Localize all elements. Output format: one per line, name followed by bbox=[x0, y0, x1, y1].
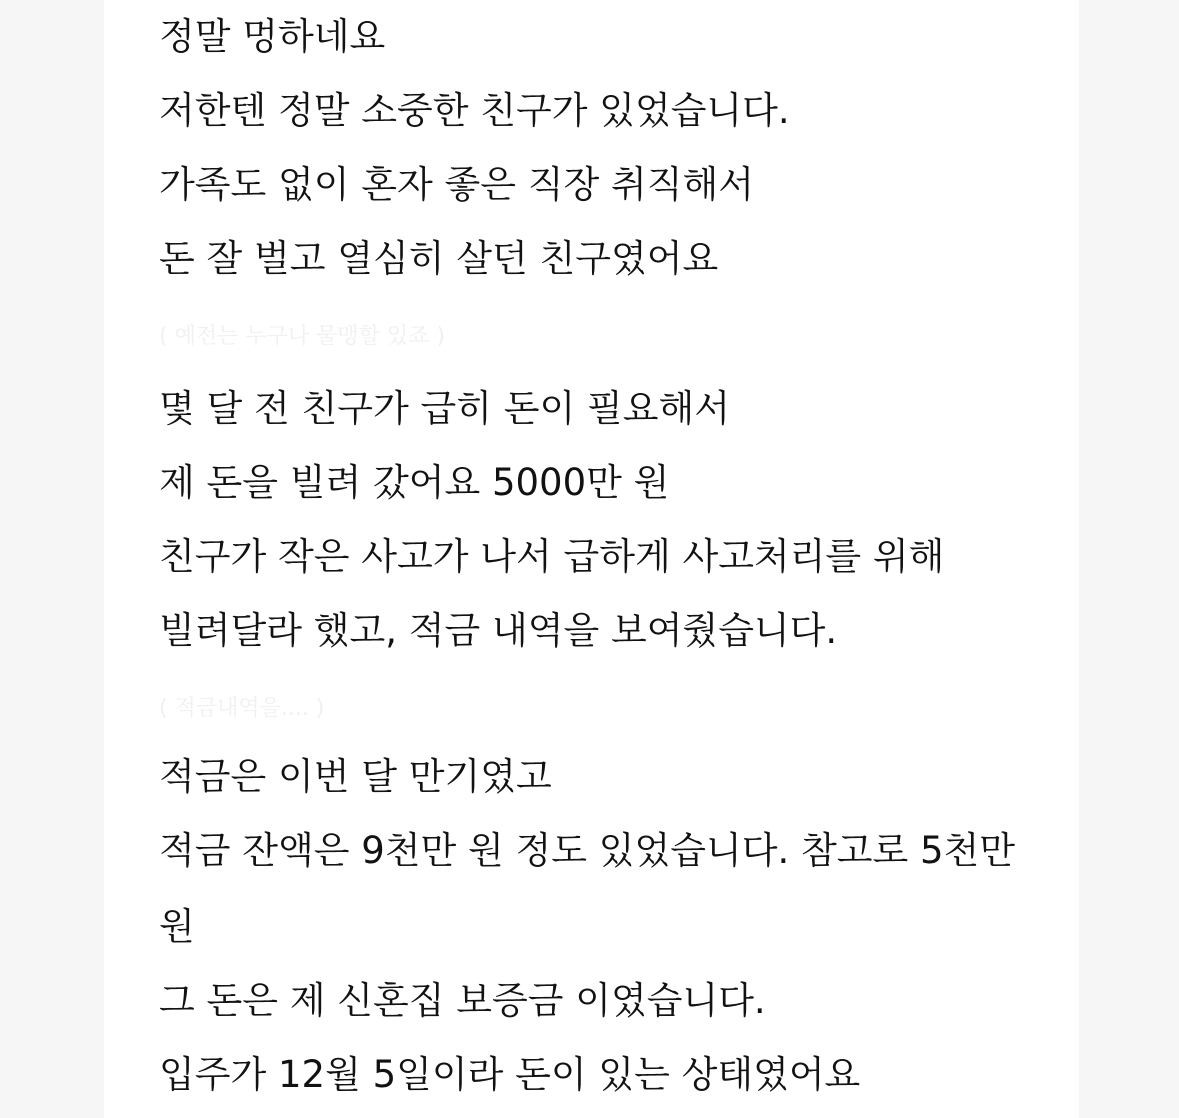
post-body bbox=[104, 0, 1079, 1118]
post-line: 제 돈을 빌려 갔어요 5000만 원 bbox=[159, 461, 670, 504]
post-line: 친구가 작은 사고가 나서 급하게 사고처리를 위해 bbox=[159, 535, 945, 578]
post-line: 돈 잘 벌고 열심히 살던 친구였어요 bbox=[159, 237, 719, 280]
post-line: 그 돈은 제 신혼집 보증금 이였습니다. bbox=[159, 979, 766, 1022]
post-line: 빌려달라 했고, 적금 내역을 보여줬습니다. bbox=[159, 609, 838, 652]
faint-note: ( 적금내역을.... ) bbox=[159, 696, 325, 721]
left-margin bbox=[0, 0, 104, 1118]
post-line: 정말 멍하네요 bbox=[159, 15, 386, 58]
right-margin bbox=[1079, 0, 1179, 1118]
post-line: 저한텐 정말 소중한 친구가 있었습니다. bbox=[159, 89, 790, 132]
post-line: 가족도 없이 혼자 좋은 직장 취직해서 bbox=[159, 163, 754, 206]
post-line: 몇 달 전 친구가 급히 돈이 필요해서 bbox=[159, 387, 730, 430]
post-line: 적금은 이번 달 만기였고 bbox=[159, 755, 552, 798]
post-line: 원 bbox=[159, 905, 195, 948]
faint-note: ( 예전는 누구나 물맹할 있죠 ) bbox=[159, 324, 445, 349]
post-line: 입주가 12월 5일이라 돈이 있는 상태였어요 bbox=[159, 1053, 861, 1096]
post-line: 적금 잔액은 9천만 원 정도 있었습니다. 참고로 5천만 bbox=[159, 829, 1016, 872]
